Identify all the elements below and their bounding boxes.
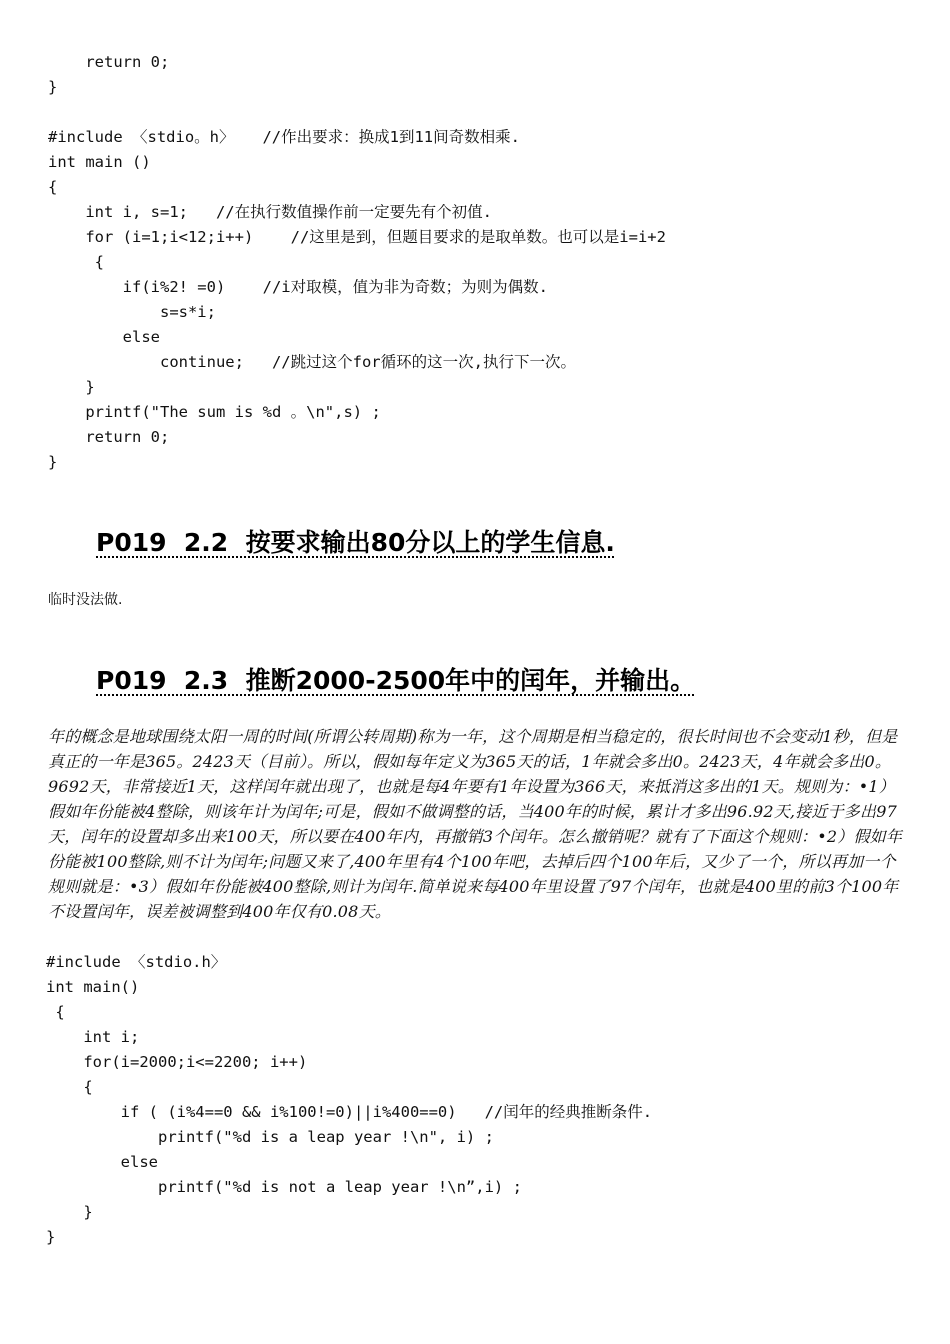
code-line: return 0; (48, 53, 170, 71)
code-line: } (46, 1228, 56, 1246)
code-line: { (46, 1078, 93, 1096)
section-note-2-2: 临时没法做. (48, 592, 123, 608)
code-line: continue; //跳过这个for循环的这一次,执行下一次。 (48, 353, 576, 371)
code-line: int i, s=1; //在执行数值操作前一定要先有个初值. (48, 203, 492, 221)
code-line: printf("%d is a leap year !\n", i) ; (46, 1128, 494, 1146)
code-line: else (48, 328, 160, 346)
code-line: { (48, 253, 104, 271)
code-line: printf("The sum is %d 。\n",s) ; (48, 403, 381, 421)
code-line: { (48, 178, 58, 196)
leap-year-explanation: 年的概念是地球围绕太阳一周的时间(所谓公转周期)称为一年，这个周期是相当稳定的，很长时间也不会变动1秒，但是真正的一年是365。2423天（目前）。所以，假如每年定义为365天的话，1年就会多出0。2423天，4年就会多出0。9692天，非常接近1天，这样闰年就出现了，也就是每4年要有1年设置为366天，来抵消这多出的1天。规则为：•1）假如年份能被4整除，则该年计为闰年;可是，假如不做调整的话，当400年的时候，累计才多出96.92天,接近于多出97天，闰年的设置却多出来100天，所以要在400年内，再撤销3个闰年。怎么撤销呢？就有了下面这个规则：•2）假如年份能被100整除,则不计为闰年;问题又来了,400年里有4个100年吧，去掉后四个100年后，又少了一个，所以再加一个规则就是：•3）假如年份能被400整除,则计为闰年.简单说来每400年里设置了97个闰年，也就是400里的前3个100年不设置闰年，误差被调整到400年仅有0.08天。 (48, 727, 903, 921)
code-line: #include 〈stdio。h〉 //作出要求：换成1到11间奇数相乘. (48, 128, 520, 146)
code-line: if ( (i%4==0 && i%100!=0)||i%400==0) //闰年的经典推断条件. (46, 1103, 653, 1121)
section-heading-2-3: P019 2.3 推断2000-2500年中的闰年，并输出。 (96, 666, 696, 695)
code-line: return 0; (48, 428, 170, 446)
code-line: } (48, 453, 58, 471)
code-line: } (46, 1203, 93, 1221)
code-line: } (48, 378, 95, 396)
code-line: #include 〈stdio.h〉 (46, 953, 227, 971)
code-line: } (48, 78, 58, 96)
code-line: s=s*i; (48, 303, 216, 321)
code-line: { (46, 1003, 65, 1021)
code-line: int i; (46, 1028, 140, 1046)
code-line: for (i=1;i<12;i++) //这里是到，但题目要求的是取单数。也可以是i=i+2 (48, 228, 666, 246)
section-heading-2-2: P019 2.2 按要求输出80分以上的学生信息. (96, 528, 615, 557)
code-line: else (46, 1153, 158, 1171)
code-line: for(i=2000;i<=2200; i++) (46, 1053, 308, 1071)
code-line: int main() (46, 978, 140, 996)
code-line: if(i%2! =0) //i对取模，值为非为奇数；为则为偶数. (48, 278, 548, 296)
code-line: printf("%d is not a leap year !\n”,i) ; (46, 1178, 522, 1196)
code-line: int main () (48, 153, 151, 171)
